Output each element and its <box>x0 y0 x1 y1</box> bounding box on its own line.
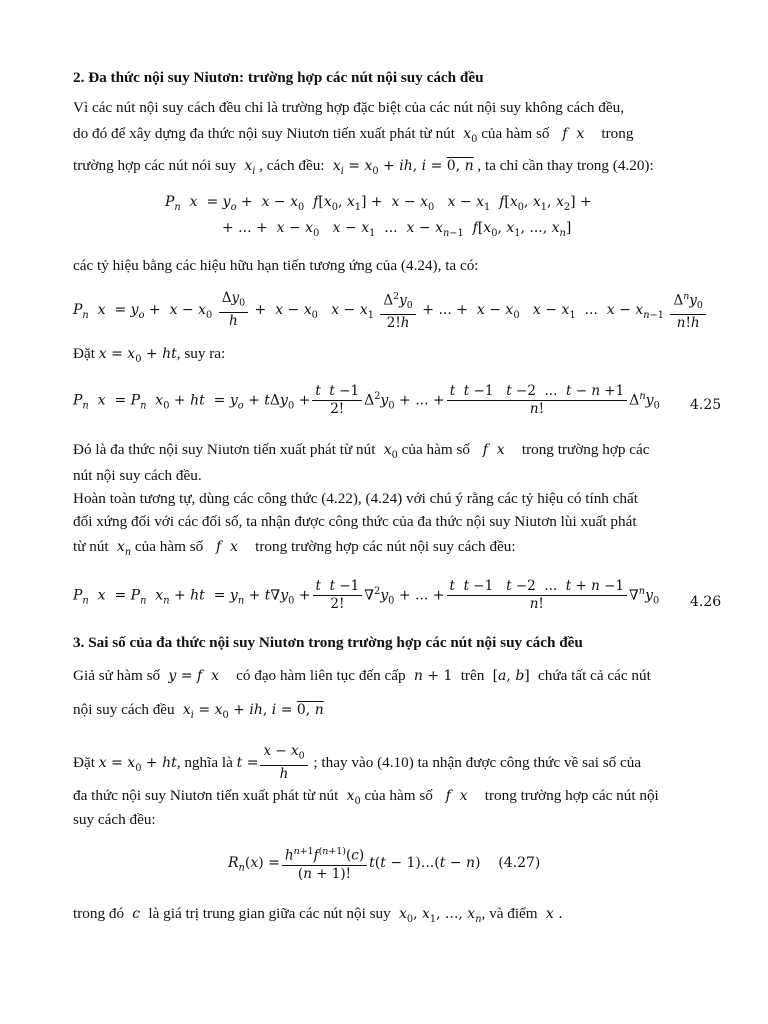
section-3-heading: 3. Sai số của đa thức nội suy Niutơn trong trường hợp các nút nội suy cách đều <box>73 634 583 651</box>
inline-math: t = $\frac{x - x_0}{h}$ <box>237 755 310 771</box>
inline-math: x . <box>545 906 563 922</box>
paragraph-line: suy cách đều: <box>73 811 156 828</box>
inline-math: $x = x_0$ + ht <box>98 346 177 365</box>
text-span: chứa tất cả các nút <box>538 667 651 684</box>
text-span: , và điểm <box>481 905 538 922</box>
paragraph-line <box>73 125 633 149</box>
paragraph-line: đối xứng đối với các đối số, ta nhận được công thức của đa thức nội suy Niutơn lùi xuất phát <box>73 513 637 530</box>
inline-math: $x_0$ <box>346 788 361 807</box>
text-span: ; thay vào (4.10) ta nhận được công thức về sai số của <box>313 753 642 771</box>
paragraph-line: các tỷ hiệu bằng các hiệu hữu hạn tiến tương ứng của (4.24), ta có: <box>73 257 479 274</box>
paragraph-line <box>73 345 225 369</box>
paragraph-line <box>73 441 649 465</box>
text-span: Đặt <box>73 345 95 362</box>
equation-number: (4.27) <box>498 854 541 871</box>
equation-4-26: $P_n$ $x = P_n$ $x_n$ + ht = $y_n + t\nabla y_0$ + $\frac{\text{t t −1}}{2!}$ $\nabla^2y_0$ + ... + $\frac{\text{t t −1 t −2 ... t + n −1}}{n!}$ $\nabla^ny_0$ <box>73 578 660 612</box>
text-span: Đặt <box>73 753 95 771</box>
inline-math: $x_n$ <box>116 539 132 558</box>
equation-4-25: $P_n$ $x = P_n$ $x_0$ + ht = $y_o + t\Delta y_0$ + $\frac{\text{t t −1}}{2!}$ $\Delta^2y_0$ + ... + $\frac{\text{t t −1 t −2 ... t − n +1}}{n!}$ $\Delta^ny_0$ <box>73 383 660 417</box>
text-span: do đó để xây dựng đa thức nội suy Niutơn tiến xuất phát từ nút <box>73 125 455 142</box>
inline-math: $x_0$ <box>463 126 478 145</box>
inline-math: f x <box>482 442 505 458</box>
inline-math: $x_i$ <box>244 158 256 177</box>
text-span: trong <box>601 125 634 142</box>
equation-4-27: $R_n(x)$ = $\frac{h^{n+1}f^{(n+1)}(c)}{(n + 1)!}$ t(t − 1)...(t − n) (4.27) <box>228 843 540 883</box>
text-span: Giả sử hàm số <box>73 667 161 684</box>
text-span: Đó là đa thức nội suy Niutơn tiến xuất phát từ nút <box>73 441 376 458</box>
text-span: trên <box>460 667 485 684</box>
paragraph-line: Hoàn toàn tương tự, dùng các công thức (4.22), (4.24) với chú ý rằng các tỷ hiệu có tính chất <box>73 490 638 507</box>
text-span: từ nút <box>73 538 109 555</box>
paragraph-line <box>73 538 516 562</box>
equation-number: 4.26 <box>690 594 722 610</box>
text-span: , suy ra: <box>176 345 226 362</box>
text-span: , cách đều: <box>259 157 325 174</box>
text-span: có đạo hàm liên tục đến cấp <box>236 667 406 684</box>
text-span: trường hợp các nút nói suy <box>73 157 237 174</box>
equation-newton-divided-line1: $P_n$ $x = y_o + x - x_0$ $f[x_0$, $x_1] + x - x_0$ $x - x_1$ $f[x_0$, $x_1$, $x_2$] + <box>165 194 592 213</box>
text-span: của hàm số <box>401 441 470 458</box>
text-span: của hàm số <box>364 787 433 804</box>
paragraph-line <box>73 905 563 929</box>
inline-math: f x <box>215 539 238 555</box>
paragraph-line <box>73 667 651 685</box>
equation-number: 4.25 <box>690 397 722 413</box>
inline-math: f x <box>562 126 585 142</box>
text-span: trong trường hợp các nút nội suy cách đều: <box>255 538 516 555</box>
inline-math: $x = x_0$ + ht <box>98 754 177 774</box>
paragraph-line: Vì các nút nội suy cách đều chỉ là trường hợp đặc biệt của các nút nội suy không cách đều, <box>73 99 625 116</box>
paragraph-line <box>73 701 324 725</box>
equation-forward-differences: $P_n$ $x = y_o + x - x_0$ $\frac{\Delta y_0}{h}$ + $x - x_0$ $x - x_1$ $\frac{\Delta^2y_0}{2!h}$ + ... + $x - x_0$ $x - x_1$ ... $x - x_{n-1}$ $\frac{\Delta^ny_0}{n!h}$ <box>73 288 708 332</box>
inline-math: n + 1 <box>413 668 457 684</box>
text-span: trong trường hợp các <box>521 441 650 458</box>
text-span: đa thức nội suy Niutơn tiến xuất phát từ nút <box>73 787 339 804</box>
inline-math: f x <box>445 788 468 804</box>
section-2-heading: 2. Đa thức nội suy Niutơn: trường hợp các nút nội suy cách đều <box>73 69 484 86</box>
paragraph-line <box>73 157 654 181</box>
text-span: nội suy cách đều <box>73 701 175 718</box>
text-span: , nghĩa là <box>176 753 233 771</box>
paragraph-line <box>73 743 641 783</box>
text-span: là giá trị trung gian giữa các nút nội suy <box>148 905 391 922</box>
inline-math: $x_0$ <box>383 442 398 461</box>
inline-math: $x_i = x_0$ + ih, i = 0, n <box>332 158 474 177</box>
inline-math: $x_i = x_0$ + ih, i = 0, n <box>182 702 324 721</box>
inline-math: [a, b] <box>488 668 535 684</box>
paragraph-line: nút nội suy cách đều. <box>73 467 202 484</box>
text-span: , ta chỉ cần thay trong (4.20): <box>477 157 654 174</box>
inline-math: c <box>132 906 141 922</box>
text-span: trong đó <box>73 905 125 922</box>
inline-math: y = f x <box>168 668 219 684</box>
text-span: của hàm số <box>134 538 204 555</box>
paragraph-line <box>73 787 659 811</box>
text-span: của hàm số <box>481 125 550 142</box>
inline-math: $x_0$, $x_1$, ..., $x_n$ <box>398 906 482 925</box>
text-span: trong trường hợp các nút nội <box>484 787 659 804</box>
equation-newton-divided-line2: + ... + $x - x_0$ $x - x_1$ ... $x - x_{n-1}$ $f[x_0$, $x_1$, ..., $x_n$] <box>222 220 572 239</box>
